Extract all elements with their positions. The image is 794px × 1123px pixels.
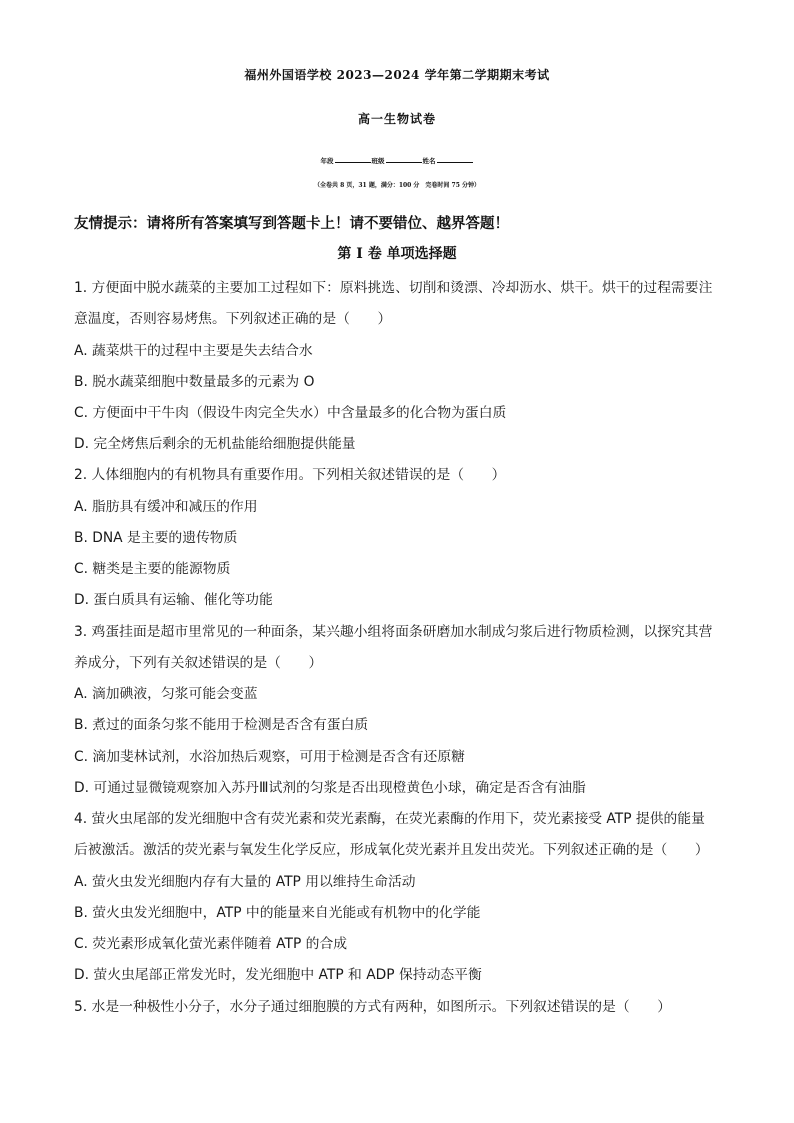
question-line: 2. 人体细胞内的有机物具有重要作用。下列相关叙述错误的是（ ） — [74, 467, 506, 483]
option-line: D. 萤火虫尾部正常发光时，发光细胞中 ATP 和 ADP 保持动态平衡 — [74, 967, 482, 983]
option-line: C. 方便面中干牛肉（假设牛肉完全失水）中含量最多的化合物为蛋白质 — [74, 405, 507, 421]
class-label: 班级 — [371, 157, 385, 165]
grade-label: 年段 — [320, 157, 334, 165]
name-blank — [437, 148, 473, 163]
class-blank — [386, 148, 422, 163]
option-line: B. 煮过的面条匀浆不能用于检测是否含有蛋白质 — [74, 717, 369, 733]
question-line: 1. 方便面中脱水蔬菜的主要加工过程如下：原料挑选、切削和烫漂、冷却沥水、烘干。烘干的过程需要注 — [74, 280, 713, 296]
question-line: 意温度，否则容易烤焦。下列叙述正确的是（ ） — [74, 311, 392, 327]
option-line: A. 萤火虫发光细胞内存有大量的 ATP 用以维持生命活动 — [74, 874, 416, 890]
option-line: A. 滴加碘液，匀浆可能会变蓝 — [74, 686, 258, 702]
option-line: C. 滴加斐林试剂，水浴加热后观察，可用于检测是否含有还原糖 — [74, 749, 465, 765]
section-title: 第 I 卷 单项选择题 — [337, 246, 457, 262]
question-line: 4. 萤火虫尾部的发光细胞中含有荧光素和荧光素酶，在荧光素酶的作用下，荧光素接受 ATP 提供的能量 — [74, 811, 705, 827]
option-line: D. 蛋白质具有运输、催化等功能 — [74, 592, 273, 608]
student-info-fields — [0, 148, 794, 165]
option-line: A. 脂肪具有缓冲和减压的作用 — [74, 499, 258, 515]
school-exam-title: 福州外国语学校 2023—2024 学年第二学期期末考试 — [244, 68, 550, 82]
option-line: C. 糖类是主要的能源物质 — [74, 561, 231, 577]
option-line: C. 荧光素形成氧化萤光素伴随着 ATP 的合成 — [74, 936, 348, 952]
option-line: B. 萤火虫发光细胞中，ATP 中的能量来自光能或有机物中的化学能 — [74, 905, 481, 921]
paper-title: 高一生物试卷 — [357, 112, 436, 126]
name-label: 姓名 — [422, 157, 436, 165]
option-line: D. 完全烤焦后剩余的无机盐能给细胞提供能量 — [74, 436, 356, 452]
question-line: 3. 鸡蛋挂面是超市里常见的一种面条，某兴趣小组将面条研磨加水制成匀浆后进行物质检测，以探究其营 — [74, 624, 713, 640]
grade-blank — [335, 148, 371, 163]
friendly-tip: 友情提示：请将所有答案填写到答题卡上！请不要错位、越界答题！ — [74, 215, 509, 232]
question-line: 后被激活。激活的荧光素与氧发生化学反应，形成氧化荧光素并且发出荧光。下列叙述正确的是（ ） — [74, 842, 709, 858]
question-line: 养成分，下列有关叙述错误的是（ ） — [74, 655, 323, 671]
question-line: 5. 水是一种极性小分子，水分子通过细胞膜的方式有两种，如图所示。下列叙述错误的是（ ） — [74, 999, 672, 1015]
option-line: B. 脱水蔬菜细胞中数量最多的元素为 O — [74, 374, 315, 390]
exam-info: （全卷共 8 页，31 题，满分：100 分 完卷时间 75 分钟） — [314, 182, 480, 189]
option-line: D. 可通过显微镜观察加入苏丹Ⅲ试剂的匀浆是否出现橙黄色小球，确定是否含有油脂 — [74, 780, 586, 796]
option-line: A. 蔬菜烘干的过程中主要是失去结合水 — [74, 343, 313, 359]
option-line: B. DNA 是主要的遗传物质 — [74, 530, 238, 546]
